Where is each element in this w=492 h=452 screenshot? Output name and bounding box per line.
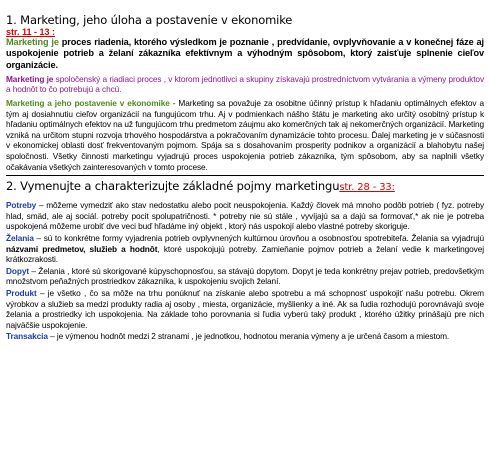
section-2-page-ref: str. 28 - 33: [339, 182, 395, 194]
marketing-definition-2-text: spoločenský a riadiaci proces , v ktorom jednotlivci a skupiny získavajú prostredníctvom vytvárania a výmeny produktov a hodnôt to čo potrebujú a chcú. [6, 73, 484, 95]
marketing-definition-1 [6, 37, 484, 71]
term-transakcia [6, 331, 484, 342]
marketing-economy-text: - Marketing sa považuje za osobitne účinný prístup k hľadaniu optimálnych efektov a tým aj dosiahnutiu cieľov organizácií na fungujúcom trhu. Aj v podmienkach nášho štátu je marketing ako určitý osobitný prístup k hľadaniu optimálnych efektov na už fungujúcom trhu predmetom záujmu ako komerčných tak aj nekomerčných organizácií. Marketing vzniká na určitom stupni rozvoja trhového hospodárstva a pokračovaním dynamizácie tohto procesu. Ďalej marketing je v súčasnosti v ekonomickej oblasti dosť frekventovaným pojmom. Spája sa s dosahovaním prosperity podnikov a organizácií a blahobytu našej spoločnosti. Všetky činnosti marketingu vyjadrujú proces uspokojenia potrieb zákazníka, tým spôsobom, aby sa naplnili všetky očakávania všetkých zainteresovaných v tomto procese. [6, 98, 484, 172]
term-produkt-text: – je všetko , čo sa môže na trhu ponúknuť na získanie alebo spotrebu a má schopnosť uspokojiť našu potrebu. Okrem výrobkov a služieb sa medzi produkty radia aj osoby , miesta, organizácie, myšlienky a iné. Ak sa ľudia rozhodujú porovnávajú svoje želania a prostriedky ich uspokojenia. Na základe toho porovnania si ľudia vyberú taký produkt , ktorého úžitky prinášajú pre nich najväčšie uspokojenie. [6, 287, 484, 330]
marketing-definition-1-text: proces riadenia, ktorého výsledkom je poznanie , predvídanie, ovplyvňovanie a v konečnej fáze aj uspokojenie potrieb a želaní zákazníka efektívnym a výhodným spôsobom, ktorý zaisťuje splnenie cieľov organizácie. [6, 37, 484, 70]
marketing-term-2: Marketing je [6, 73, 54, 84]
section-1-heading: 1. Marketing, jeho úloha a postavenie v ekonomike [6, 13, 293, 27]
marketing-economy-term: Marketing a jeho postavenie v ekonomike [6, 98, 170, 109]
term-potreby [6, 200, 484, 232]
term-transakcia-text: – je výmenou hodnôt medzi 2 stranami , je jednotkou, hodnotou merania výmeny a je určená časom a miestom. [47, 331, 450, 342]
term-dopyt [6, 266, 484, 287]
term-zelania-text-b: , ktoré uspokojujú potreby. Zamieňanie pojmov potrieb a želaní vedie k marketingovej krátkozrakosti. [6, 243, 484, 265]
term-dopyt-text: – Želania , ktoré sú skorigované kúpyschopnosťou, sa stávajú dopytom. Dopyt je teda konkrétny prejav potrieb, predovšetkým množstvom peňažných prostriedkov zákazníka, k uspokojeniu svojich želaní. [6, 265, 484, 287]
section-divider [6, 175, 484, 176]
term-dopyt-label: Dopyt [6, 265, 30, 276]
marketing-definition-2 [6, 74, 484, 95]
term-zelania-text-a: – sú to konkrétne formy vyjadrenia potrieb ovplyvnených kultúrnou úrovňou a osobnosťou spotrebiteľa. Želania sa vyjadrujú [33, 233, 484, 244]
term-transakcia-label: Transakcia [6, 331, 48, 342]
term-zelania-bold: názvami predmetov, služieb a hodnôt [6, 243, 158, 254]
section-2-heading-text: 2. Vymenujte a charakterizujte základné pojmy marketingu [6, 179, 340, 194]
section-2-heading [6, 179, 484, 195]
term-potreby-label: Potreby [6, 200, 37, 211]
term-produkt [6, 288, 484, 330]
term-zelania-label: Želania [6, 233, 34, 244]
term-produkt-label: Produkt [6, 287, 37, 298]
section-2 [6, 179, 484, 342]
marketing-economy-paragraph [6, 98, 484, 172]
section-1-page-ref: str. 11 - 13 : [6, 27, 56, 37]
marketing-term-1: Marketing je [6, 37, 59, 47]
term-zelania [6, 233, 484, 265]
section-1 [6, 0, 484, 172]
term-potreby-text: – môžeme vymedziť ako stav nedostatku alebo pocit neuspokojenia. Každý človek má mnoho podôb potrieb ( fyz. potreby hlad, smäd, ale aj sociál. potreby pocit spolupatričnosti. * potreby nie sú stále , vyvíjajú sa a dajú sa formovať,* ak nie je potreba uspokojená môžeme urobiť dve veci buď hľadáme iný objekt , ktorý nás uspokojí alebo vlastné potreby skoriguje. [6, 200, 484, 232]
